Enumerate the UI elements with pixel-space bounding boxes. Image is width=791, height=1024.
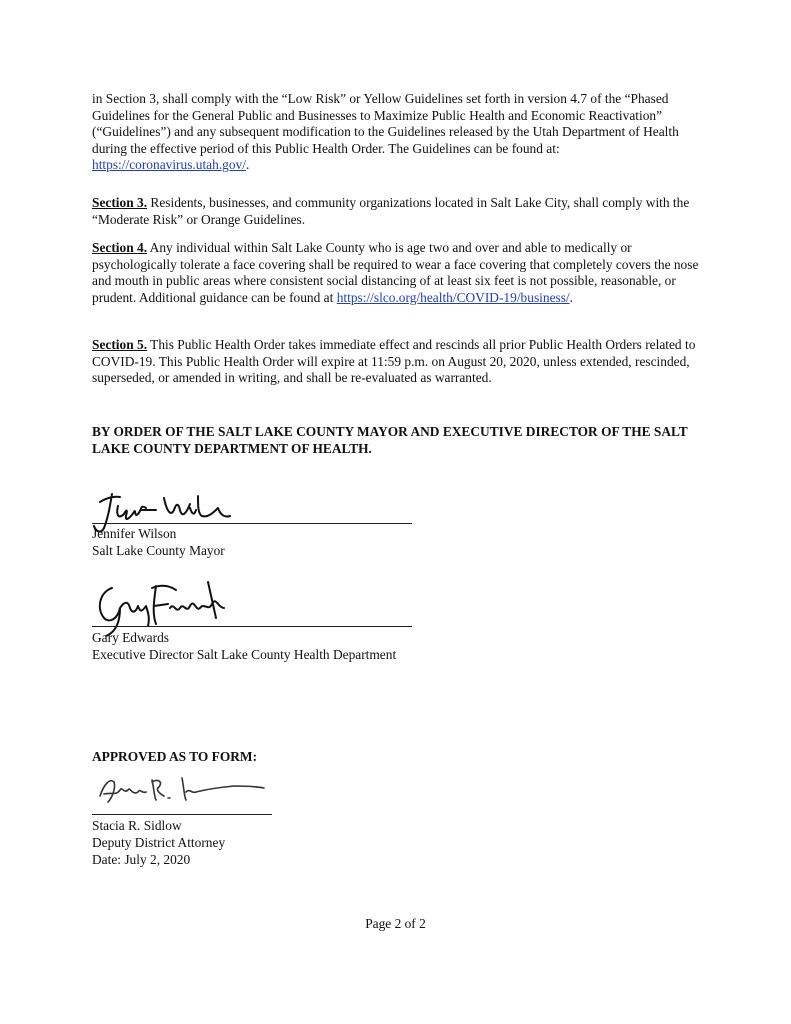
attorney-title: Deputy District Attorney bbox=[92, 835, 226, 850]
section-5-label: Section 5. bbox=[92, 337, 148, 352]
director-signature bbox=[90, 578, 240, 638]
approval-heading: APPROVED AS TO FORM: bbox=[92, 749, 258, 764]
attorney-name: Stacia R. Sidlow bbox=[92, 818, 182, 833]
director-signature-line bbox=[92, 626, 412, 627]
section-4-period: . bbox=[569, 289, 574, 305]
order-statement: BY ORDER OF THE SALT LAKE COUNTY MAYOR AND EXECUTIVE DIRECTOR OF THE SALT LAKE COUNTY DEPARTMENT OF HEALTH. bbox=[92, 424, 688, 456]
mayor-name: Jennifer Wilson bbox=[92, 526, 177, 541]
attorney-signature bbox=[94, 770, 274, 810]
section-3-text: Residents, businesses, and community organizations located in Salt Lake City, shall comply with the “Moderate Risk” or Orange Guidelines. bbox=[92, 195, 690, 227]
guidelines-text: in Section 3, shall comply with the “Low Risk” or Yellow Guidelines set forth in version 4.7 of the “Phased Guidelines for the General Public and Businesses to Maximize Public Health and Economic Reactivation” (“Guidelines”) and any subsequent modification to the Guidelines released by the Utah Department of Health during the effective period of this Public Health Order. The Guidelines can be found at: bbox=[92, 91, 679, 156]
section-4-text: Any individual within Salt Lake County who is age two and over and able to medically or psychologically tolerate a face covering shall be required to wear a face covering that completely covers the nose and mouth in public areas where consistent social distancing of at least six feet is not possible, reasonable, or prudent. Additional guidance can be found at bbox=[92, 240, 699, 305]
section-5-paragraph bbox=[92, 337, 712, 387]
director-title: Executive Director Salt Lake County Health Department bbox=[92, 647, 397, 662]
section-3-label: Section 3. bbox=[92, 195, 148, 210]
slco-covid-business-link[interactable]: https://slco.org/health/COVID-19/business/ bbox=[336, 289, 570, 305]
section-5-text: This Public Health Order takes immediate effect and rescinds all prior Public Health Orders related to COVID-19. This Public Health Order will expire at 11:59 p.m. on August 20, 2020, unless extended, rescinded, superseded, or amended in writing, and shall be re-evaluated as warranted. bbox=[92, 337, 696, 386]
approval-date: Date: July 2, 2020 bbox=[92, 852, 191, 867]
mayor-signature-line bbox=[92, 523, 412, 524]
director-name: Gary Edwards bbox=[92, 630, 169, 645]
section-4-paragraph bbox=[92, 240, 712, 306]
mayor-title: Salt Lake County Mayor bbox=[92, 543, 225, 558]
coronavirus-utah-link[interactable]: https://coronavirus.utah.gov/ bbox=[92, 157, 246, 173]
section-3-paragraph bbox=[92, 195, 712, 228]
guidelines-paragraph bbox=[92, 91, 712, 174]
guidelines-period: . bbox=[245, 157, 250, 173]
page-number: Page 2 of 2 bbox=[365, 916, 426, 931]
section-4-label: Section 4. bbox=[92, 240, 148, 255]
attorney-signature-line bbox=[92, 814, 272, 815]
